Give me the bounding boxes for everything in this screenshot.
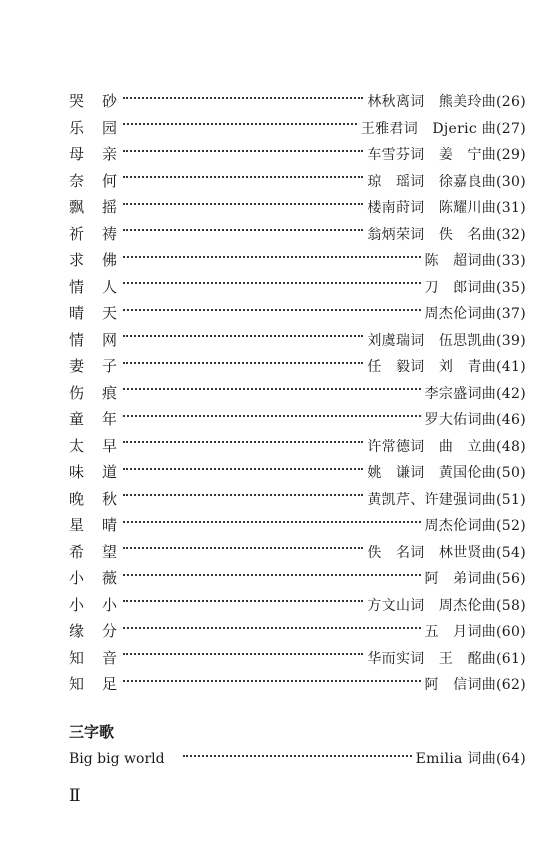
song-title-char: 摇 <box>101 198 117 216</box>
toc-entry <box>69 353 526 380</box>
song-title-char: 知 <box>69 675 85 693</box>
song-title-char: 奈 <box>69 171 85 190</box>
song-credit <box>367 195 526 222</box>
dot-leader <box>123 361 363 364</box>
dot-leader <box>123 334 363 337</box>
credit-text: 林秋离词 熊美玲曲 <box>367 94 497 110</box>
song-title <box>69 433 117 460</box>
page-number: (51) <box>496 491 526 508</box>
page-number: (37) <box>496 306 526 322</box>
page-folio: Ⅱ <box>69 786 81 806</box>
song-title-char: 祈 <box>69 224 85 243</box>
page-number: (60) <box>496 624 526 640</box>
song-title-char: 园 <box>101 118 117 137</box>
song-title-char: 知 <box>69 648 85 667</box>
page-number: (30) <box>496 173 526 190</box>
song-title-char: 晴 <box>69 304 85 322</box>
page-number: (50) <box>496 465 526 481</box>
toc-entry <box>69 194 526 221</box>
song-title <box>69 168 117 195</box>
song-credit <box>425 566 526 593</box>
song-title-char: 乐 <box>69 118 85 137</box>
song-credit <box>416 746 526 773</box>
page-number: (58) <box>496 597 526 614</box>
credit-text: 任 毅词 刘 青曲 <box>367 359 497 375</box>
toc-entry <box>69 671 526 698</box>
song-title <box>69 406 117 433</box>
page-number: (26) <box>496 94 526 110</box>
dot-leader <box>123 440 363 443</box>
dot-leader <box>123 652 363 655</box>
song-title <box>69 459 117 486</box>
page-number: (35) <box>496 279 526 296</box>
toc-entry <box>69 168 526 195</box>
song-title-char: 早 <box>101 436 117 455</box>
song-title-char: 母 <box>69 145 85 163</box>
toc-entry <box>69 115 526 142</box>
page-number: (29) <box>496 147 526 163</box>
page-number: (33) <box>496 253 526 269</box>
song-title <box>69 300 117 327</box>
song-title-char: 晚 <box>69 489 85 508</box>
credit-text: 五 月词曲 <box>424 624 497 640</box>
credit-text: 华而实词 王 酩曲 <box>367 650 497 667</box>
song-title: Big big world <box>69 751 165 767</box>
toc-entry <box>69 746 526 773</box>
song-title-char: 飘 <box>69 198 85 216</box>
page-number: (27) <box>496 120 526 137</box>
page-number: (48) <box>496 438 526 455</box>
section-heading: 三字歌 <box>69 723 115 741</box>
credit-text: 刘虞瑞词 伍思凯曲 <box>367 332 497 349</box>
song-credit <box>425 407 526 434</box>
credit-text: 琼 瑶词 徐嘉良曲 <box>367 173 497 190</box>
song-title-char: 小 <box>69 595 85 614</box>
song-title <box>69 592 117 619</box>
credit-text: 方文山词 周杰伦曲 <box>367 597 497 614</box>
song-title <box>69 618 117 645</box>
song-title-char: 天 <box>101 304 117 322</box>
song-title-char: 星 <box>69 516 85 534</box>
page-number: (62) <box>496 677 526 693</box>
song-title-char: 太 <box>69 436 85 455</box>
toc-entry <box>69 88 526 115</box>
dot-leader <box>123 414 421 417</box>
song-title <box>69 88 117 115</box>
song-title-char: 小 <box>69 569 85 587</box>
song-credit <box>367 460 526 487</box>
song-credit <box>367 540 526 567</box>
dot-leader <box>123 626 421 629</box>
song-credit <box>367 646 526 673</box>
song-credit <box>367 142 526 169</box>
page-number: (64) <box>496 751 526 767</box>
dot-leader <box>123 467 363 470</box>
song-title-char: 音 <box>101 648 117 667</box>
dot-leader <box>123 281 421 284</box>
toc-entry <box>69 565 526 592</box>
credit-text: Emilia 词曲 <box>415 751 497 767</box>
toc-entry <box>69 406 526 433</box>
toc-entry <box>69 327 526 354</box>
song-credit <box>425 672 526 699</box>
page-number: (54) <box>496 544 526 561</box>
song-title-char: 情 <box>69 330 85 349</box>
song-title-char: 薇 <box>101 569 117 587</box>
song-title-char: 求 <box>69 251 85 269</box>
song-credit <box>425 619 526 646</box>
song-title-char: 童 <box>69 410 85 428</box>
credit-text: 周杰伦词曲 <box>424 518 497 534</box>
credit-text: 阿 信词曲 <box>424 677 497 693</box>
toc-entry <box>69 592 526 619</box>
song-title <box>69 565 117 592</box>
song-title-char: 伤 <box>69 383 85 402</box>
song-title-char: 人 <box>101 277 117 296</box>
song-title-char: 缘 <box>69 622 85 640</box>
song-credit <box>367 434 526 461</box>
credit-text: 周杰伦词曲 <box>424 306 497 322</box>
song-credit <box>367 169 526 196</box>
credit-text: 陈 超词曲 <box>424 253 497 269</box>
credit-text: 王雅君词 Djeric 曲 <box>360 120 497 137</box>
song-credit <box>425 513 526 540</box>
credit-text: 李宗盛词曲 <box>424 385 497 402</box>
song-title-char: 妻 <box>69 357 85 375</box>
song-title <box>69 353 117 380</box>
song-title <box>69 512 117 539</box>
song-title <box>69 141 117 168</box>
credit-text: 罗大佑词曲 <box>424 412 497 428</box>
dot-leader <box>123 546 363 549</box>
song-title-char: 亲 <box>101 145 117 163</box>
song-title-char: 哭 <box>69 92 85 110</box>
toc-entry <box>69 539 526 566</box>
song-title <box>69 274 117 301</box>
song-title-char: 秋 <box>101 489 117 508</box>
page-number: (52) <box>496 518 526 534</box>
page-number: (39) <box>496 332 526 349</box>
song-credit <box>361 116 526 143</box>
toc-entry <box>69 433 526 460</box>
song-title-char: 痕 <box>101 383 117 402</box>
dot-leader <box>123 493 363 496</box>
toc-entry <box>69 459 526 486</box>
song-title-char: 味 <box>69 463 85 481</box>
credit-text: 佚 名词 林世贤曲 <box>367 544 497 561</box>
song-title-char: 足 <box>101 675 117 693</box>
dot-leader <box>123 308 421 311</box>
toc-entry <box>69 380 526 407</box>
song-title <box>69 486 117 513</box>
song-title <box>69 327 117 354</box>
song-title <box>69 247 117 274</box>
song-title-char: 网 <box>101 330 117 349</box>
page-number: (31) <box>496 200 526 216</box>
credit-text: 黄凯芹、许建强词曲 <box>367 491 497 508</box>
song-credit <box>425 248 526 275</box>
dot-leader <box>123 122 357 125</box>
dot-leader <box>123 573 421 576</box>
song-title <box>69 380 117 407</box>
credit-text: 姚 谦词 黄国伦曲 <box>367 465 497 481</box>
song-credit <box>425 381 526 408</box>
page-number: (32) <box>496 226 526 243</box>
song-credit <box>367 487 526 514</box>
dot-leader <box>123 175 363 178</box>
song-title-char: 祷 <box>101 224 117 243</box>
song-title-char: 晴 <box>101 516 117 534</box>
song-title-char: 分 <box>101 622 117 640</box>
song-credit <box>367 222 526 249</box>
credit-text: 楼南莳词 陈耀川曲 <box>367 200 497 216</box>
toc-entry <box>69 141 526 168</box>
credit-text: 许常德词 曲 立曲 <box>367 438 497 455</box>
toc-list <box>69 88 526 698</box>
song-credit <box>367 328 526 355</box>
credit-text: 翁炳荣词 佚 名曲 <box>367 226 497 243</box>
dot-leader <box>123 255 421 258</box>
song-title-char: 情 <box>69 277 85 296</box>
toc-entry <box>69 645 526 672</box>
toc-entry <box>69 512 526 539</box>
song-credit <box>367 354 526 381</box>
song-credit <box>367 89 526 116</box>
song-title-char: 希 <box>69 542 85 561</box>
dot-leader <box>123 679 421 682</box>
song-title <box>69 194 117 221</box>
page-number: (61) <box>496 650 526 667</box>
dot-leader <box>123 387 421 390</box>
toc-entry <box>69 486 526 513</box>
song-title <box>69 671 117 698</box>
song-title-char: 子 <box>101 357 117 375</box>
song-title-char: 何 <box>101 171 117 190</box>
dot-leader <box>123 202 363 205</box>
dot-leader <box>123 149 363 152</box>
song-title-char: 年 <box>101 410 117 428</box>
song-title <box>69 115 117 142</box>
page-number: (42) <box>496 385 526 402</box>
song-title-char: 砂 <box>101 92 117 110</box>
song-title <box>69 645 117 672</box>
song-title <box>69 539 117 566</box>
song-title-char: 望 <box>101 542 117 561</box>
dot-leader <box>123 599 363 602</box>
toc-entry <box>69 247 526 274</box>
toc-entry <box>69 618 526 645</box>
section-toc-list <box>69 746 526 773</box>
dot-leader <box>123 96 363 99</box>
credit-text: 阿 弟词曲 <box>424 571 497 587</box>
toc-entry <box>69 300 526 327</box>
dot-leader <box>183 754 412 757</box>
dot-leader <box>123 228 363 231</box>
song-title-char: 小 <box>101 595 117 614</box>
song-credit <box>425 301 526 328</box>
toc-entry <box>69 274 526 301</box>
credit-text: 刀 郎词曲 <box>424 279 497 296</box>
song-credit <box>425 275 526 302</box>
dot-leader <box>123 520 421 523</box>
song-credit <box>367 593 526 620</box>
credit-text: 车雪芬词 姜 宁曲 <box>367 147 497 163</box>
page-number: (46) <box>496 412 526 428</box>
toc-entry <box>69 221 526 248</box>
song-title <box>69 221 117 248</box>
song-title-char: 道 <box>101 463 117 481</box>
page-number: (41) <box>496 359 526 375</box>
page-number: (56) <box>496 571 526 587</box>
song-title-char: 佛 <box>101 251 117 269</box>
